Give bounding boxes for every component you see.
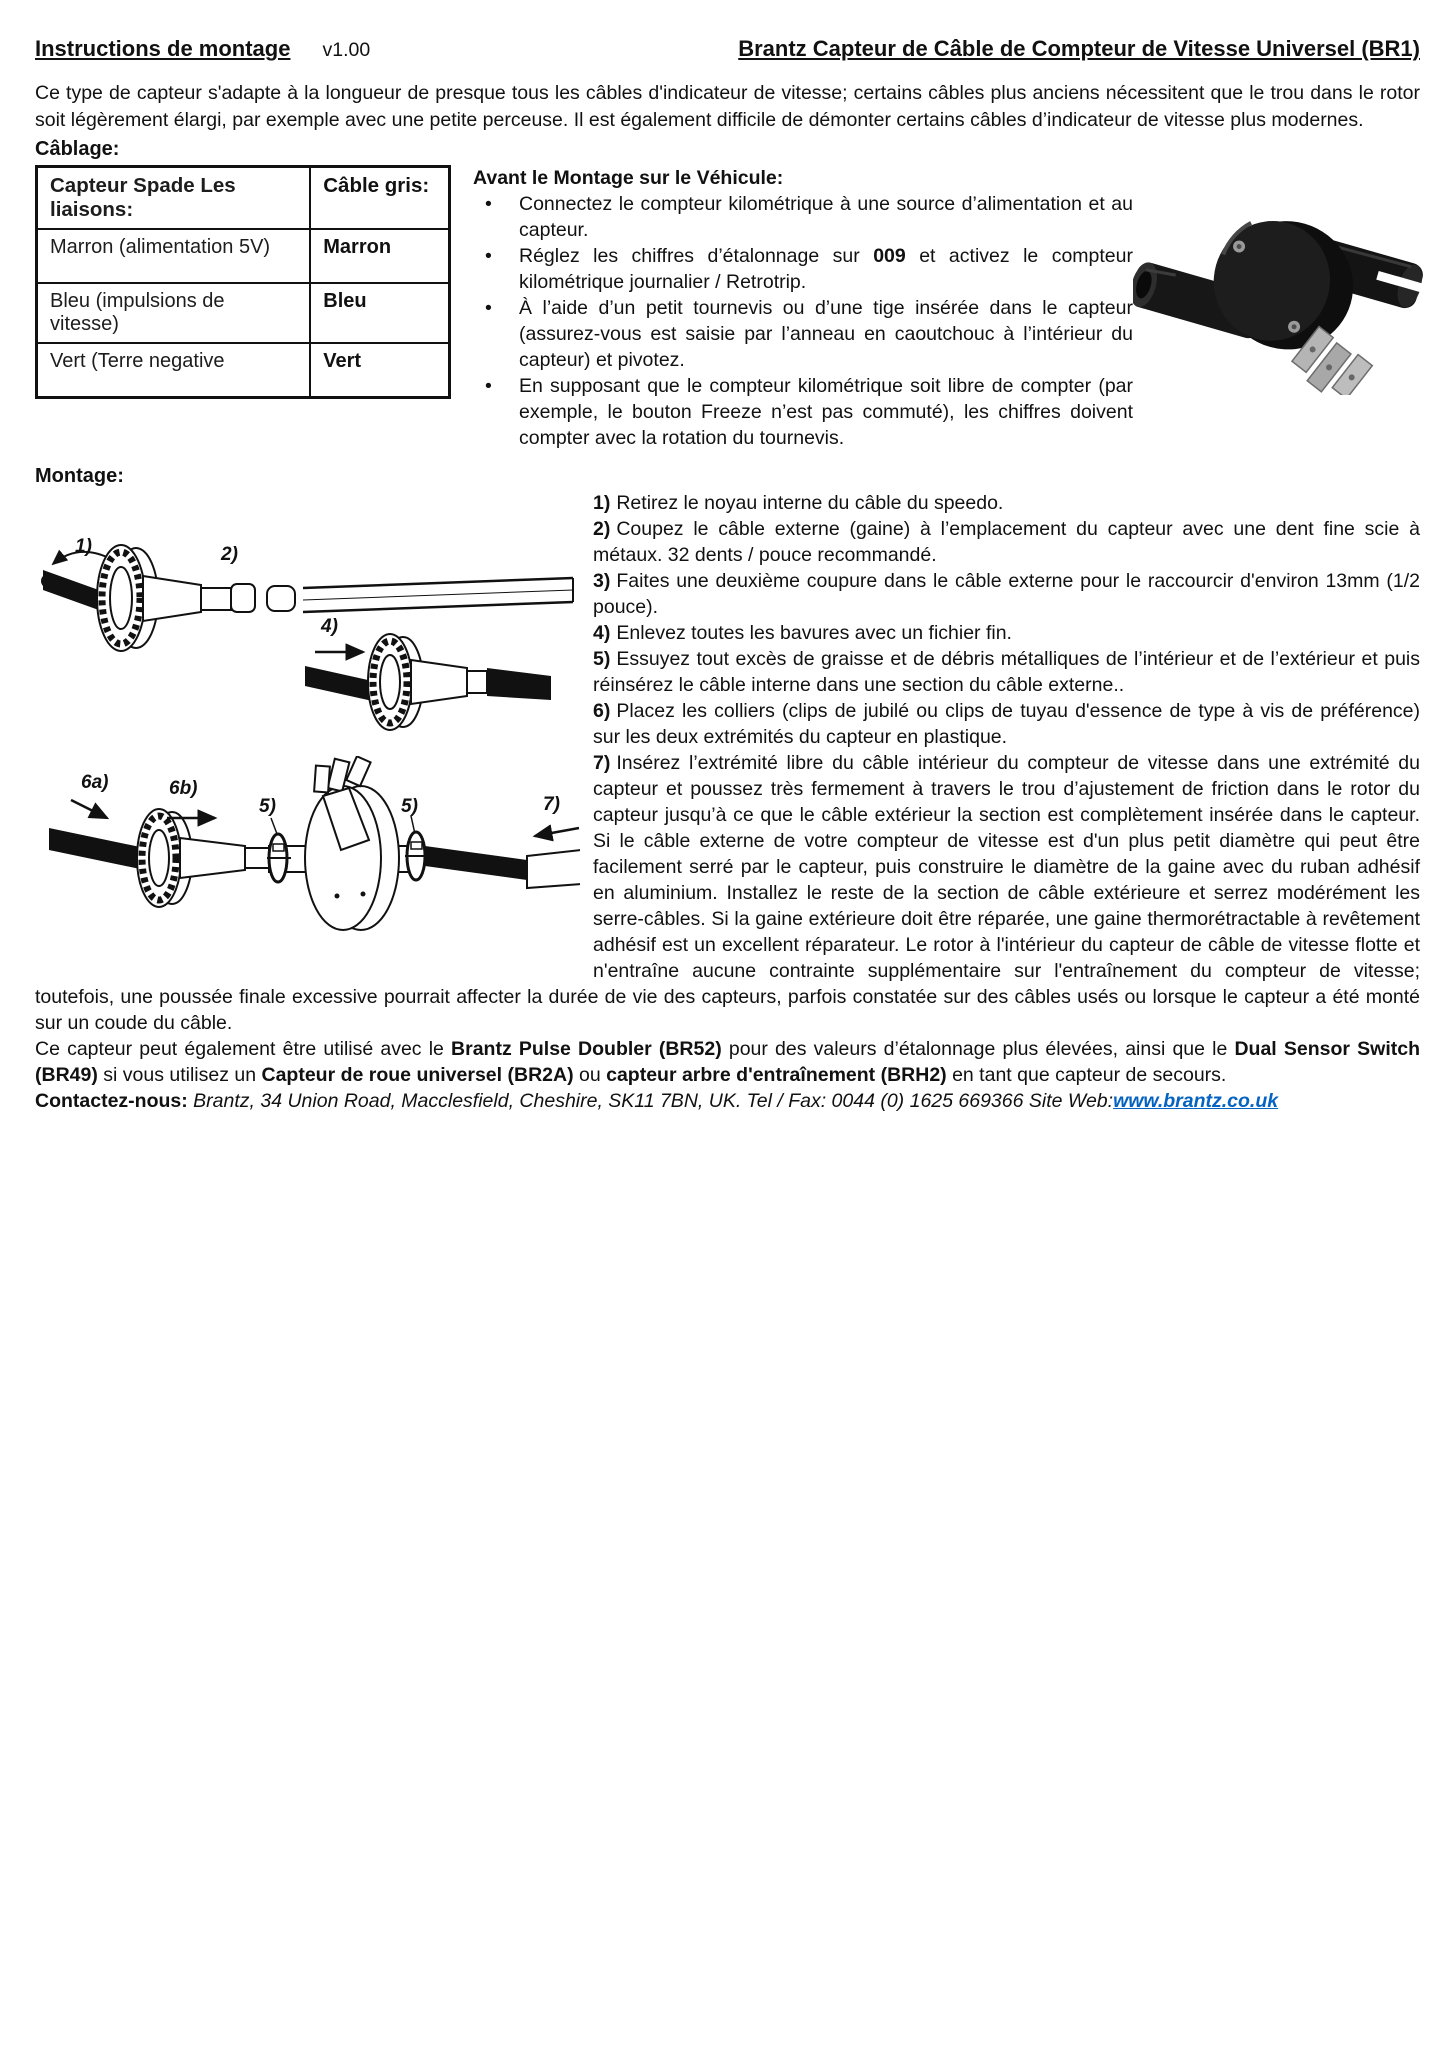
table-cell-wire: Marron bbox=[310, 229, 449, 283]
montage-heading: Montage: bbox=[35, 465, 124, 487]
step-number: 4) bbox=[593, 622, 611, 644]
cable-ferrule bbox=[143, 576, 255, 621]
step-text: Essuyez tout excès de graisse et de débris métalliques de l’intérieur et de l’extérieur et puis réinsérez le câble interne dans une section du câble externe.. bbox=[593, 648, 1420, 696]
montage-section bbox=[35, 490, 1420, 1114]
text-segment: si vous utilisez un bbox=[97, 1064, 262, 1086]
text-segment: pour des valeurs d’étalonnage plus élevées, ainsi que le bbox=[721, 1038, 1235, 1060]
step-number: 1) bbox=[593, 492, 611, 514]
step-number: 2) bbox=[593, 518, 611, 540]
bullet-marker: • bbox=[485, 375, 492, 397]
insert-arrow bbox=[71, 800, 107, 818]
table-header-grey-cable: Câble gris: bbox=[310, 167, 449, 230]
accessories-paragraph bbox=[35, 1036, 1420, 1088]
table-row bbox=[37, 283, 450, 343]
diagram-step-label: 4) bbox=[321, 616, 338, 637]
cut-segment bbox=[267, 586, 295, 611]
document-header bbox=[35, 36, 1420, 62]
bullet-item bbox=[473, 191, 1133, 243]
cable-stub bbox=[487, 668, 551, 700]
top-section bbox=[35, 165, 1420, 451]
website-link[interactable]: www.brantz.co.uk bbox=[1113, 1090, 1279, 1112]
diagram-step-label: 5) bbox=[401, 796, 418, 817]
inner-cable bbox=[305, 666, 377, 702]
table-header-connections: Capteur Spade Les liaisons: bbox=[37, 167, 311, 230]
table-cell-connection: Vert (Terre negative bbox=[37, 343, 311, 397]
bullet-item bbox=[473, 295, 1133, 373]
bullet-item bbox=[473, 373, 1133, 451]
step-text: Faites une deuxième coupure dans le câble externe pour le raccourcir d'environ 13mm (1/2 pouce). bbox=[593, 570, 1420, 618]
bullet-text bbox=[519, 243, 1133, 295]
text-segment: capteur arbre d'entraînement (BRH2) bbox=[606, 1064, 947, 1086]
cable-sleeve bbox=[527, 850, 580, 888]
cable-ferrule bbox=[180, 838, 269, 878]
table-header-row bbox=[37, 167, 450, 230]
text-segment: En supposant que le compteur kilométrique soit libre de compter (par exemple, le bouton Freeze n’est pas commuté), les chiffres doivent compter avec la rotation du tournevis. bbox=[519, 375, 1133, 449]
product-title: Brantz Capteur de Câble de Compteur de Vitesse Universel (BR1) bbox=[738, 36, 1420, 61]
text-segment: Réglez les chiffres d’étalonnage sur bbox=[519, 245, 874, 267]
inner-cable bbox=[49, 828, 145, 870]
table-cell-connection: Marron (alimentation 5V) bbox=[37, 229, 311, 283]
step-text: Retirez le noyau interne du câble du speedo. bbox=[616, 492, 1004, 514]
montage-diagrams bbox=[35, 504, 593, 968]
bullet-item bbox=[473, 243, 1133, 295]
sensor-photo-image bbox=[1133, 175, 1425, 395]
bullet-marker: • bbox=[485, 245, 492, 267]
text-segment: Contactez-nous: bbox=[35, 1090, 194, 1112]
product-photo bbox=[1133, 175, 1425, 400]
step-number: 7) bbox=[593, 752, 611, 774]
step-number: 6) bbox=[593, 700, 611, 722]
text-segment: Ce capteur peut également être utilisé avec le bbox=[35, 1038, 452, 1060]
text-segment: et activez le compteur kilométrique journalier / Retrotrip. bbox=[519, 245, 1133, 293]
text-segment: Dual Sensor Switch (BR49) bbox=[35, 1038, 1420, 1086]
step-number: 3) bbox=[593, 570, 611, 592]
before-mounting-heading: Avant le Montage sur le Véhicule: bbox=[473, 167, 784, 189]
table-cell-connection: Bleu (impulsions de vitesse) bbox=[37, 283, 311, 343]
insert-arrow bbox=[535, 828, 579, 836]
diagram-step-label: 2) bbox=[221, 544, 238, 565]
step-text: Coupez le câble externe (gaine) à l’emplacement du capteur avec une dent fine scie à métaux. 32 dents / pouce recommandé. bbox=[593, 518, 1420, 566]
diagram-step-label: 5) bbox=[259, 796, 276, 817]
document-title: Instructions de montage bbox=[35, 36, 291, 61]
intro-paragraph: Ce type de capteur s'adapte à la longueur de presque tous les câbles d'indicateur de vitesse; certains câbles plus anciens nécessitent que le trou dans le rotor soit légèrement élargi, par exemple avec une petite perceuse. Il est également difficile de démonter certains câbles d’indicateur de vitesse plus modernes. bbox=[35, 82, 1420, 131]
contact-line bbox=[35, 1088, 1420, 1114]
text-segment: 009 bbox=[873, 245, 906, 267]
text-segment: À l’aide d’un petit tournevis ou d’une tige insérée dans le capteur (assurez-vous est saisie par l’anneau en caoutchouc à l’intérieur du capteur) et pivotez. bbox=[519, 297, 1133, 371]
step-number: 5) bbox=[593, 648, 611, 670]
version-label: v1.00 bbox=[322, 39, 371, 61]
diagram-step-label: 6a) bbox=[81, 772, 109, 793]
step-text: Placez les colliers (clips de jubilé ou clips de tuyau d'essence de type à vis de préférence) sur les deux extrémités du capteur en plastique. bbox=[593, 700, 1420, 748]
table-cell-wire: Vert bbox=[310, 343, 449, 397]
sensor-assembly-diagram bbox=[35, 756, 580, 961]
text-segment: Brantz Pulse Doubler (BR52) bbox=[451, 1038, 722, 1060]
step-text: Insérez l’extrémité libre du câble intérieur du compteur de vitesse dans une extrémité du capteur et poussez très fermement à travers le trou d’ajustement de friction dans le rotor du capteur jusqu’à ce que le câble extérieur la section est complètement insérée dans le capteur. Si le câble externe de votre compteur de vitesse est d'un plus petit diamètre qui peut être facilement serré par le capteur, puis construire le diamètre de la gaine avec du ruban adhésif en aluminium. Installez le reste de la section de câble extérieure et serrez modérément les serre-câbles. Si la gaine extérieure doit être réparée, une gaine thermorétractable à revêtement adhésif est un excellent réparateur. Le rotor à l'intérieur du capteur de câble de vitesse flotte et n'entraîne aucune contrainte supplémentaire sur l'entraînement du compteur de vitesse; toutefois, une poussée finale excessive pourrait affecter la durée de vie des capteurs, parfois constatée sur des câbles usés ou lorsque le capteur a été monté sur un coude du câble. bbox=[35, 752, 1420, 1034]
table-row bbox=[37, 229, 450, 283]
outer-cable bbox=[425, 846, 527, 880]
text-segment: Brantz, 34 Union Road, Macclesfield, Cheshire, SK11 7BN, UK. Tel / Fax: 0044 (0) 1625 669366 Site Web: bbox=[193, 1090, 1114, 1112]
cable-ferrule bbox=[411, 660, 487, 704]
bullet-text bbox=[519, 373, 1133, 451]
bullet-text bbox=[519, 295, 1133, 373]
text-segment: Capteur de roue universel (BR2A) bbox=[261, 1064, 574, 1086]
bullet-text bbox=[519, 191, 1133, 243]
bullet-marker: • bbox=[485, 193, 492, 215]
text-segment: Connectez le compteur kilométrique à une source d’alimentation et au capteur. bbox=[519, 193, 1133, 241]
wiring-table bbox=[35, 165, 451, 399]
bullet-marker: • bbox=[485, 297, 492, 319]
montage-diagram-1 bbox=[35, 504, 593, 756]
step-text: Enlevez toutes les bavures avec un fichier fin. bbox=[616, 622, 1012, 644]
text-segment: ou bbox=[573, 1064, 607, 1086]
text-segment: en tant que capteur de secours. bbox=[946, 1064, 1227, 1086]
outer-cable bbox=[303, 578, 573, 612]
montage-diagram-2 bbox=[35, 756, 593, 968]
cablage-heading: Câblage: bbox=[35, 138, 120, 160]
diagram-step-label: 1) bbox=[75, 536, 92, 557]
table-row bbox=[37, 343, 450, 397]
cable-cutting-diagram bbox=[35, 504, 580, 749]
diagram-step-label: 6b) bbox=[169, 778, 198, 799]
diagram-step-label: 7) bbox=[543, 794, 560, 815]
table-cell-wire: Bleu bbox=[310, 283, 449, 343]
before-mounting-section bbox=[473, 165, 1133, 451]
